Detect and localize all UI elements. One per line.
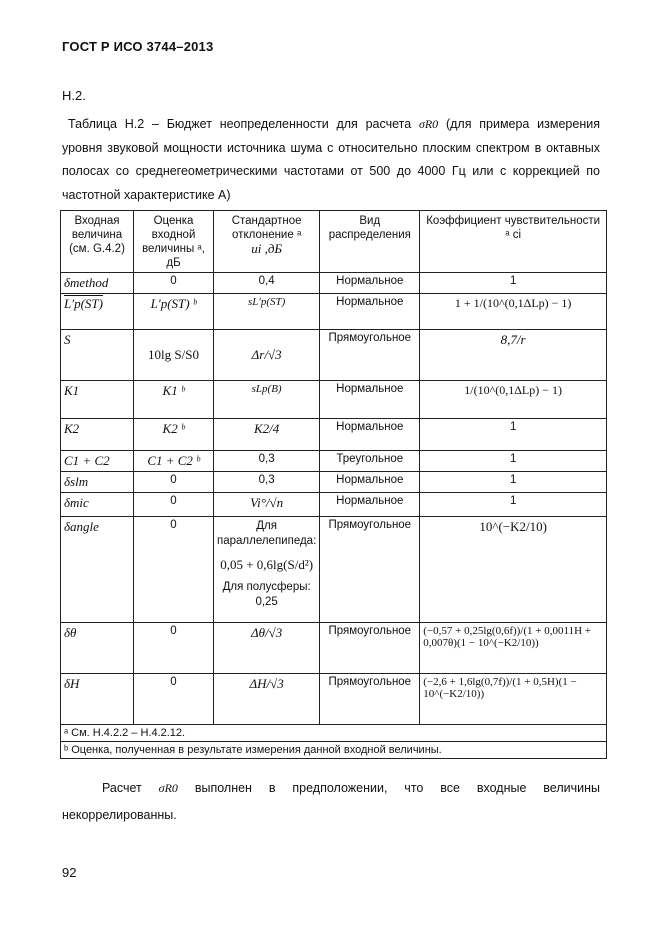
cell-input: δangle (61, 517, 134, 623)
cell-std: ΔH/√3 (214, 674, 320, 725)
cell-estimate: L′p(ST) ᵇ (134, 294, 214, 330)
cell-coef: 1 (420, 273, 607, 294)
table-note-row (61, 725, 607, 742)
table-note-row (61, 742, 607, 759)
page-number: 92 (62, 865, 77, 880)
cell-dist: Нормальное (320, 381, 420, 419)
cell-std: 0,3 (214, 472, 320, 493)
cell-coef: 1 + 1/(10^(0,1ΔLp) − 1) (420, 294, 607, 330)
header-estimate: Оценка входной величины ᵃ, дБ (134, 211, 214, 273)
cell-input: δH (61, 674, 134, 725)
cell-coef: 1 (420, 493, 607, 517)
cell-coef: 10^(−K2/10) (420, 517, 607, 623)
caption-symbol: σR0 (418, 117, 439, 131)
header-std: Стандартное отклонение ᵃ ui ,дБ (214, 211, 320, 273)
cell-input: K2 (61, 419, 134, 451)
cell-std: 0,4 (214, 273, 320, 294)
document-header: ГОСТ Р ИСО 3744–2013 (62, 39, 214, 54)
table-row (61, 294, 607, 330)
paragraph-symbol: σR0 (158, 781, 178, 795)
cell-std: sL′p(ST) (214, 294, 320, 330)
table-row (61, 472, 607, 493)
cell-coef: 1/(10^(0,1ΔLp) − 1) (420, 381, 607, 419)
cell-estimate: 0 (134, 472, 214, 493)
cell-dist: Нормальное (320, 419, 420, 451)
cell-estimate: K2 ᵇ (134, 419, 214, 451)
cell-std: Δr/√3 (214, 330, 320, 381)
cell-dist: Прямоугольное (320, 623, 420, 674)
table-row (61, 381, 607, 419)
table-note: ᵃ См. Н.4.2.2 – Н.4.2.12. (61, 725, 607, 742)
caption-prefix: Таблица Н.2 – Бюджет неопределенности для расчета (68, 117, 412, 131)
cell-std: Для параллелепипеда: 0,05 + 0,6lg(S/d²) Для полусферы: 0,25 (214, 517, 320, 623)
cell-std: Δθ/√3 (214, 623, 320, 674)
cell-estimate: 0 (134, 273, 214, 294)
caption-suffix: (для примера измерения уровня звуковой мощности источника шума с относительно плоским спектром в октавных полосах со среднегеометрическими частотами от 500 до 4000 Гц или с коррекцией по частотной характеристике А) (62, 117, 600, 202)
cell-dist: Нормальное (320, 294, 420, 330)
cell-coef: (−2,6 + 1,6lg(0,7f))/(1 + 0,5H)(1 − 10^(−K2/10)) (420, 674, 607, 725)
cell-estimate: 0 (134, 674, 214, 725)
table-note: ᵇ Оценка, полученная в результате измерения данной входной величины. (61, 742, 607, 759)
cell-coef: 1 (420, 472, 607, 493)
table-row (61, 451, 607, 472)
cell-dist: Нормальное (320, 273, 420, 294)
cell-estimate: K1 ᵇ (134, 381, 214, 419)
cell-estimate: C1 + C2 ᵇ (134, 451, 214, 472)
section-number: Н.2. (62, 88, 86, 103)
cell-input: S (61, 330, 134, 381)
cell-input: δθ (61, 623, 134, 674)
header-coefficient: Коэффициент чувствительности ᵃ ci (420, 211, 607, 273)
cell-coef: 8,7/r (420, 330, 607, 381)
cell-input: C1 + C2 (61, 451, 134, 472)
cell-estimate: 0 (134, 517, 214, 623)
cell-estimate: 10lg S/S0 (134, 330, 214, 381)
cell-coef: 1 (420, 419, 607, 451)
table-caption (62, 113, 600, 207)
cell-dist: Нормальное (320, 472, 420, 493)
cell-dist: Прямоугольное (320, 330, 420, 381)
table-row (61, 517, 607, 623)
cell-std: sLp(B) (214, 381, 320, 419)
cell-dist: Прямоугольное (320, 517, 420, 623)
cell-coef: (−0,57 + 0,25lg(0,6f))/(1 + 0,0011H + 0,007θ)(1 − 10^(−K2/10)) (420, 623, 607, 674)
cell-input: L′p(ST) (61, 294, 134, 330)
cell-input: δmethod (61, 273, 134, 294)
table-row (61, 419, 607, 451)
header-input: Входная величина (см. G.4.2) (61, 211, 134, 273)
cell-dist: Треугольное (320, 451, 420, 472)
cell-std: Vi°/√n (214, 493, 320, 517)
table-row (61, 623, 607, 674)
paragraph-prefix: Расчет (102, 781, 142, 795)
cell-input: K1 (61, 381, 134, 419)
cell-std: K2/4 (214, 419, 320, 451)
cell-dist: Нормальное (320, 493, 420, 517)
cell-std: 0,3 (214, 451, 320, 472)
table-row (61, 493, 607, 517)
uncertainty-budget-table (60, 210, 607, 759)
table-row (61, 273, 607, 294)
table-row (61, 330, 607, 381)
cell-dist: Прямоугольное (320, 674, 420, 725)
cell-input: δmic (61, 493, 134, 517)
cell-input: δslm (61, 472, 134, 493)
body-paragraph (62, 775, 600, 829)
table-row (61, 674, 607, 725)
cell-estimate: 0 (134, 493, 214, 517)
header-distribution: Вид распределения (320, 211, 420, 273)
paragraph-suffix: выполнен в предположении, что все входные величины некоррелированны. (62, 781, 600, 822)
cell-coef: 1 (420, 451, 607, 472)
table-header-row (61, 211, 607, 273)
cell-estimate: 0 (134, 623, 214, 674)
